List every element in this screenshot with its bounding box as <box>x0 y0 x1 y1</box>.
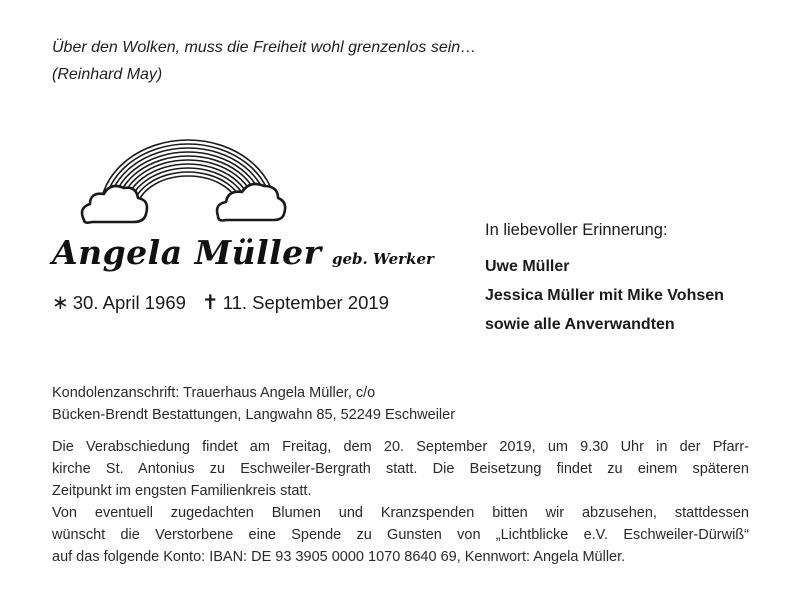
memory-block <box>485 216 724 339</box>
deceased-name: Angela Müller <box>52 233 322 272</box>
maiden-name: geb. Werker <box>332 250 434 268</box>
birth-date: 30. April 1969 <box>72 292 186 313</box>
info-line: Die Verabschiedung findet am Freitag, dem 20. September 2019, um 9.30 Uhr in der Pfarr- <box>52 439 749 455</box>
life-dates <box>52 290 389 315</box>
address-line: Kondolenzanschrift: Trauerhaus Angela Müller, c/o <box>52 385 376 401</box>
quote-author: (Reinhard May) <box>52 66 163 83</box>
info-line: Von eventuell zugedachten Blumen und Kranzspenden bitten wir abzusehen, stattdessen <box>52 505 749 521</box>
family-member: Uwe Müller <box>485 258 570 275</box>
info-line: kirche St. Antonius zu Eschweiler-Bergrath statt. Die Beisetzung findet zu einem späteren <box>52 461 749 477</box>
family-member: sowie alle Anverwandten <box>485 316 675 333</box>
info-line: auf das folgende Konto: IBAN: DE 93 3905 0000 1070 8640 69, Kennwort: Angela Müller. <box>52 549 626 565</box>
rainbow-clouds-icon <box>78 128 288 235</box>
family-member: Jessica Müller mit Mike Vohsen <box>485 287 724 304</box>
info-line: wünscht die Verstorbene eine Spende zu Gunsten von „Lichtblicke e.V. Eschweiler-Dürwiß“ <box>52 527 749 543</box>
address-line: Bücken-Brendt Bestattungen, Langwahn 85, 52249 Eschweiler <box>52 407 456 423</box>
funeral-info <box>52 436 749 568</box>
quote-block <box>52 34 476 88</box>
birth-star-icon: ∗ <box>52 292 69 314</box>
info-line: Zeitpunkt im engsten Familienkreis statt. <box>52 483 312 499</box>
memory-heading: In liebevoller Erinnerung: <box>485 221 668 239</box>
deceased-name-line <box>52 233 434 272</box>
death-cross-icon: ✝ <box>201 292 219 314</box>
quote-text: Über den Wolken, muss die Freiheit wohl grenzenlos sein… <box>52 39 477 56</box>
death-date: 11. September 2019 <box>222 292 389 313</box>
condolence-address <box>52 382 455 426</box>
